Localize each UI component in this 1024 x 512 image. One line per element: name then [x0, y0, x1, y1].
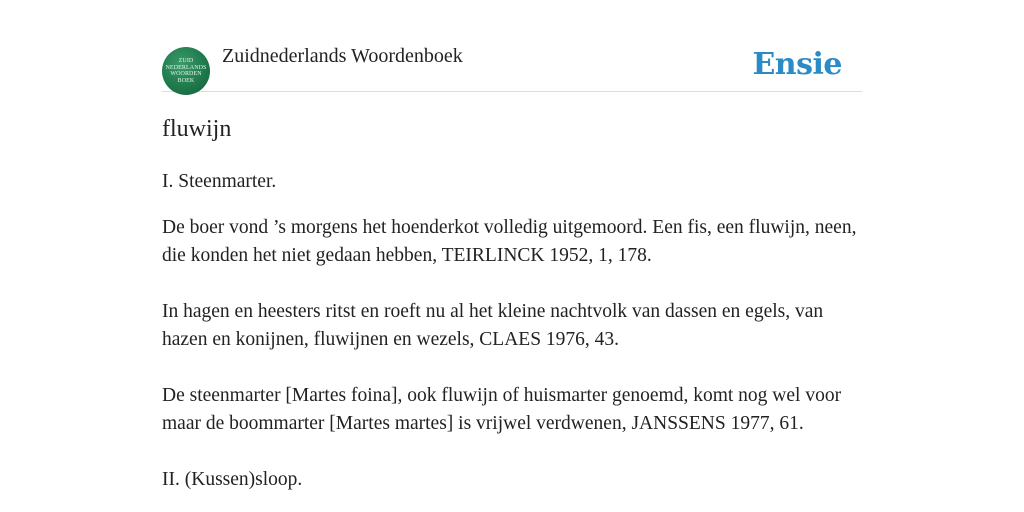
page-container — [162, 0, 862, 490]
entry-body — [162, 168, 862, 512]
logo-line: WOORDEN — [170, 71, 202, 77]
logo-line: BOEK — [177, 77, 195, 84]
dictionary-logo[interactable] — [162, 47, 210, 95]
citation-quote: In hagen en heesters ritst en roeft nu al het kleine nachtvolk van dassen en egels, van hazen en konijnen, fluwijnen en wezels, CLAES 1976, 43. — [162, 301, 824, 350]
logo-line: NEDERLANDS — [165, 64, 207, 71]
citation-quote: De boer vond ’s morgens het hoenderkot volledig uitgemoord. Een fis, een fluwijn, neen, die konden het niet gedaan hebben, TEIRLINCK 1952, 1, 178. — [162, 217, 857, 266]
entry-headword: fluwijn — [162, 116, 232, 142]
sense-definition-1: I. Steenmarter. — [162, 171, 277, 192]
ensie-brand-link[interactable]: Ensie — [752, 47, 842, 82]
citation-quote: De steenmarter [Martes foina], ook fluwijn of huismarter genoemd, komt nog wel voor maar de boommarter [Martes martes] is vrijwel verdwenen, JANSSENS 1977, 61. — [162, 385, 842, 434]
logo-line: ZUID — [178, 58, 194, 64]
site-header — [162, 0, 862, 92]
sense-definition-2: II. (Kussen)sloop. — [162, 469, 303, 490]
dictionary-title-link[interactable]: Zuidnederlands Woordenboek — [222, 45, 463, 67]
